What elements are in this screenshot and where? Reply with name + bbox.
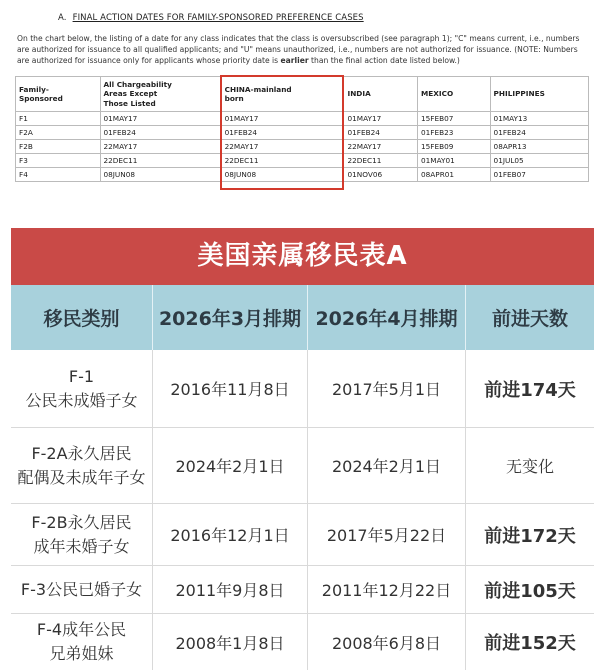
section-title-text: FINAL ACTION DATES FOR FAMILY-SPONSORED PREFERENCE CASES: [72, 13, 364, 23]
table-cell: 08JUN08: [100, 168, 221, 182]
table-cell: 01FEB24: [344, 126, 418, 140]
table-cell: 22MAY17: [344, 140, 418, 154]
table-cell: 01FEB07: [490, 168, 588, 182]
table-cell: 01MAY13: [490, 112, 588, 126]
table-cell: 01FEB24: [490, 126, 588, 140]
change-cell: 前进105天: [484, 580, 576, 602]
march-date-cell: 2008年1月8日: [153, 614, 308, 670]
header-march: 2026年3月排期: [153, 285, 308, 350]
april-date-cell: 2008年6月8日: [308, 614, 466, 670]
table-row: [16, 140, 589, 154]
final-action-dates-section: [0, 0, 596, 205]
section-letter: A.: [58, 13, 67, 23]
paragraph-text-1: On the chart below, the listing of a date for any class indicates that the class is oversubscribed (see paragraph 1); "C" means current, i.e., numbers are authorized for issuance to all qualified applicants; and "U" means unauthorized, i.e., numbers are not authorized for issuance. (NOTE: Numbers are authorized for issuance only for applicants whose priority date is: [17, 34, 580, 65]
change-cell: 前进152天: [484, 633, 576, 654]
table-cell: 22DEC11: [100, 154, 221, 168]
table-cell: F2B: [16, 140, 101, 154]
april-date-cell: 2017年5月1日: [308, 350, 466, 427]
header-change: 前进天数: [491, 308, 568, 330]
march-date-cell: 2024年2月1日: [153, 428, 308, 503]
chart-row: [11, 614, 594, 670]
march-date-cell: 2011年9月8日: [153, 566, 308, 613]
section-title: [58, 13, 364, 23]
table-header-cell: All Chargeability Areas Except Those Listed: [100, 77, 221, 112]
table-cell: 22MAY17: [221, 140, 344, 154]
table-cell: 01FEB24: [221, 126, 344, 140]
march-date-cell: 2016年12月1日: [153, 504, 308, 565]
table-cell: 01JUL05: [490, 154, 588, 168]
april-date-cell: 2017年5月22日: [308, 504, 466, 565]
table-header-cell: INDIA: [344, 77, 418, 112]
chart-row: [11, 504, 594, 566]
chart-row: [11, 566, 594, 614]
header-april: 2026年4月排期: [308, 285, 466, 350]
category-cell: F-4成年公民 兄弟姐妹: [11, 614, 153, 670]
category-cell: F-1 公民未成婚子女: [11, 350, 153, 427]
chart-row: [11, 428, 594, 504]
chart-title: 美国亲属移民表A: [11, 228, 594, 285]
april-date-cell: 2011年12月22日: [308, 566, 466, 613]
table-cell: F2A: [16, 126, 101, 140]
table-cell: 22MAY17: [100, 140, 221, 154]
table-cell: 01MAY17: [344, 112, 418, 126]
change-cell: 无变化: [505, 457, 554, 476]
explanation-paragraph: [17, 33, 582, 66]
header-category: 移民类别: [11, 285, 153, 350]
category-cell: F-2A永久居民 配偶及未成年子女: [11, 428, 153, 503]
table-cell: 01MAY17: [221, 112, 344, 126]
april-date-cell: 2024年2月1日: [308, 428, 466, 503]
table-row: [16, 168, 589, 182]
table-cell: F4: [16, 168, 101, 182]
change-cell: 前进172天: [484, 525, 576, 547]
table-cell: 01FEB23: [418, 126, 491, 140]
table-header-cell: CHINA-mainland born: [221, 77, 344, 112]
table-cell: F3: [16, 154, 101, 168]
final-action-dates-table: [15, 76, 589, 182]
table-cell: 15FEB07: [418, 112, 491, 126]
table-cell: 22DEC11: [221, 154, 344, 168]
table-cell: 08APR01: [418, 168, 491, 182]
category-cell: F-3公民已婚子女: [11, 566, 153, 613]
chart-header-row: [11, 285, 594, 350]
table-cell: 08JUN08: [221, 168, 344, 182]
chart-row: [11, 350, 594, 428]
table-cell: 01MAY17: [100, 112, 221, 126]
table-header-cell: MEXICO: [418, 77, 491, 112]
table-cell: 01NOV06: [344, 168, 418, 182]
table-row: [16, 154, 589, 168]
table-cell: 08APR13: [490, 140, 588, 154]
table-header-cell: Family- Sponsored: [16, 77, 101, 112]
table-header-row: [16, 77, 589, 112]
chart-body: [11, 350, 594, 670]
table-header-cell: PHILIPPINES: [490, 77, 588, 112]
family-immigration-chart: [11, 228, 594, 670]
table-cell: 01MAY01: [418, 154, 491, 168]
march-date-cell: 2016年11月8日: [153, 350, 308, 427]
table-cell: 15FEB09: [418, 140, 491, 154]
table-row: [16, 126, 589, 140]
table-row: [16, 112, 589, 126]
paragraph-bold-word: earlier: [280, 56, 309, 65]
category-cell: F-2B永久居民 成年未婚子女: [11, 504, 153, 565]
paragraph-text-2: than the final action date listed below.): [308, 56, 460, 65]
table-cell: F1: [16, 112, 101, 126]
change-cell: 前进174天: [484, 379, 576, 401]
table-cell: 22DEC11: [344, 154, 418, 168]
table-cell: 01FEB24: [100, 126, 221, 140]
